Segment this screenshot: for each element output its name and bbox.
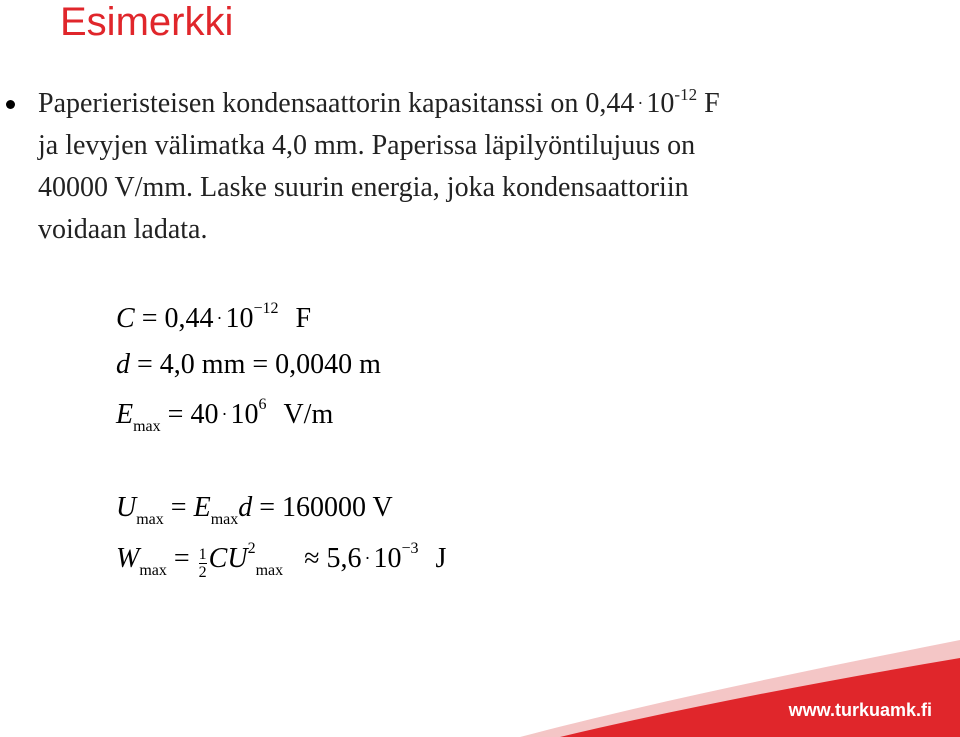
power-exponent: 6 <box>258 396 267 413</box>
unit-farad: F <box>295 303 312 334</box>
power-base: 10 <box>230 399 259 430</box>
problem-line-2: ja levyjen välimatka 4,0 mm. Paperissa läpilyöntilujuus on <box>38 130 696 161</box>
unit-joule: J <box>435 543 447 574</box>
symbol-c: C <box>116 303 135 334</box>
footer-url[interactable]: www.turkuamk.fi <box>788 700 932 720</box>
equals-sign: = <box>170 492 187 523</box>
power-exponent: 2 <box>247 540 256 557</box>
capacitance-value: = 0,44 <box>141 303 214 334</box>
field-value: = 40 <box>167 399 219 430</box>
subscript-max: max <box>136 511 164 528</box>
problem-line-1-text: Paperieristeisen kondensaattorin kapasitanssi on 0,44 <box>38 88 635 119</box>
voltage-value: = 160000 V <box>259 492 393 523</box>
fraction-denominator: 2 <box>198 564 207 581</box>
unit-volt-per-meter: V/m <box>283 399 334 430</box>
problem-line-4: voidaan ladata. <box>38 214 208 245</box>
multiplication-dot: · <box>216 308 223 328</box>
symbol-d: d <box>116 349 130 380</box>
power-base: 10 <box>373 543 402 574</box>
unit-farad: F <box>697 88 720 119</box>
problem-line-3: 40000 V/mm. Laske suurin energia, joka kondensaattoriin <box>38 172 689 203</box>
subscript-max: max <box>133 418 161 435</box>
symbol-d: d <box>238 492 253 523</box>
symbol-cu: CU <box>208 543 248 574</box>
multiplication-dot: · <box>221 404 228 424</box>
subscript-max: max <box>210 511 239 528</box>
symbol-u: U <box>116 492 137 523</box>
distance-value: = 4,0 mm = 0,0040 m <box>137 349 381 380</box>
multiplication-dot: · <box>637 93 644 113</box>
symbol-e: E <box>193 492 211 523</box>
subscript-max: max <box>255 562 284 579</box>
footer-swoosh-red <box>560 658 960 737</box>
equals-sign: = <box>173 543 190 574</box>
fraction-numerator: 1 <box>198 546 207 563</box>
power-exponent: −12 <box>253 300 279 317</box>
slide-title: Esimerkki <box>60 0 234 44</box>
power-base: 10 <box>225 303 254 334</box>
power-base: 10 <box>646 88 675 119</box>
power-exponent: −3 <box>401 540 419 557</box>
multiplication-dot: · <box>364 548 371 568</box>
subscript-max: max <box>139 562 167 579</box>
symbol-e: E <box>116 399 134 430</box>
symbol-w: W <box>116 543 140 574</box>
power-exponent: -12 <box>674 85 698 104</box>
energy-value: ≈ 5,6 <box>304 543 362 574</box>
